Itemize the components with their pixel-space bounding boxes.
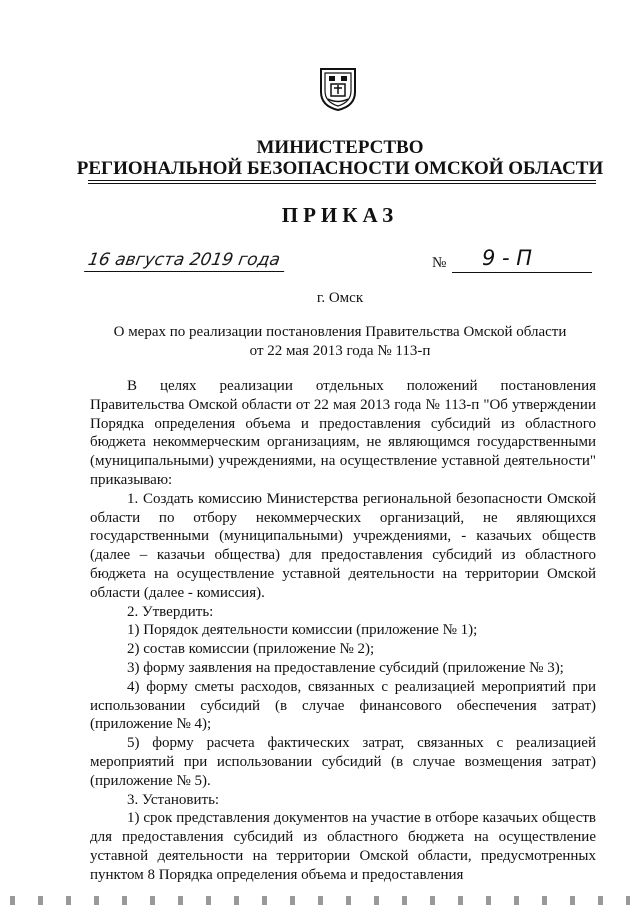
ministry-title-line1: МИНИСТЕРСТВО bbox=[256, 137, 424, 158]
body-paragraph: 5) форму расчета фактических затрат, связанных с реализацией мероприятий при использовании субсидий (в случае возмещения затрат) (приложение № 5). bbox=[90, 735, 596, 789]
city: г. Омск bbox=[316, 290, 364, 306]
document-number: 9 - П bbox=[452, 244, 592, 273]
body-paragraph: В целях реализации отдельных положений постановления Правительства Омской области от 22 мая 2013 года № 113-п "Об утверждении Порядка определения объема и предоставления субсидий из областного бюджета некоммерческим организациям, не являющимся государственными (муниципальными) учреждениями, на осуществление уставной деятельности" приказываю: bbox=[90, 378, 596, 488]
body-paragraph: 2) состав комиссии (приложение № 2); bbox=[127, 641, 375, 658]
body-paragraph: 1) Порядок деятельности комиссии (приложение № 1); bbox=[127, 622, 478, 639]
body-paragraph: 1) срок представления документов на участие в отборе казачьих обществ для предоставления субсидий из областного бюджета на осуществление уставной деятельности на территории Омской области, предусмотренных пунктом 8 Порядка определения объема и предоставления bbox=[90, 810, 596, 883]
header-rule-thin bbox=[88, 183, 596, 184]
document-body bbox=[90, 377, 596, 885]
document-subject bbox=[100, 323, 580, 361]
coat-of-arms-icon bbox=[318, 66, 358, 112]
page-edge-marks bbox=[10, 896, 630, 905]
body-paragraph: 4) форму сметы расходов, связанных с реализацией мероприятий при использовании субсидий (в случае финансового обеспечения затрат) (приложение № 4); bbox=[90, 678, 596, 733]
subject-line: от 22 мая 2013 года № 113-п bbox=[249, 343, 431, 359]
ministry-title-line2: РЕГИОНАЛЬНОЙ БЕЗОПАСНОСТИ ОМСКОЙ ОБЛАСТИ bbox=[76, 158, 604, 179]
header-rule bbox=[88, 180, 596, 181]
body-paragraph: 2. Утвердить: bbox=[127, 603, 214, 620]
body-paragraph: 3. Установить: bbox=[127, 791, 220, 808]
number-label: № bbox=[432, 255, 447, 271]
body-paragraph: 1. Создать комиссию Министерства региональной безопасности Омской области по отбору некоммерческих организаций, не являющихся государственными (муниципальными) учреждениями, - казачьих обществ (далее – казачьи общества) для предоставления субсидий из областного бюджета на осуществление уставной деятельности на территории Омской области (далее - комиссия). bbox=[90, 490, 596, 601]
subject-line: О мерах по реализации постановления Правительства Омской области bbox=[113, 324, 567, 340]
document-type: ПРИКАЗ bbox=[281, 203, 399, 227]
body-paragraph: 3) форму заявления на предоставление субсидий (приложение № 3); bbox=[127, 659, 564, 676]
document-date: 16 августа 2019 года bbox=[84, 250, 288, 272]
